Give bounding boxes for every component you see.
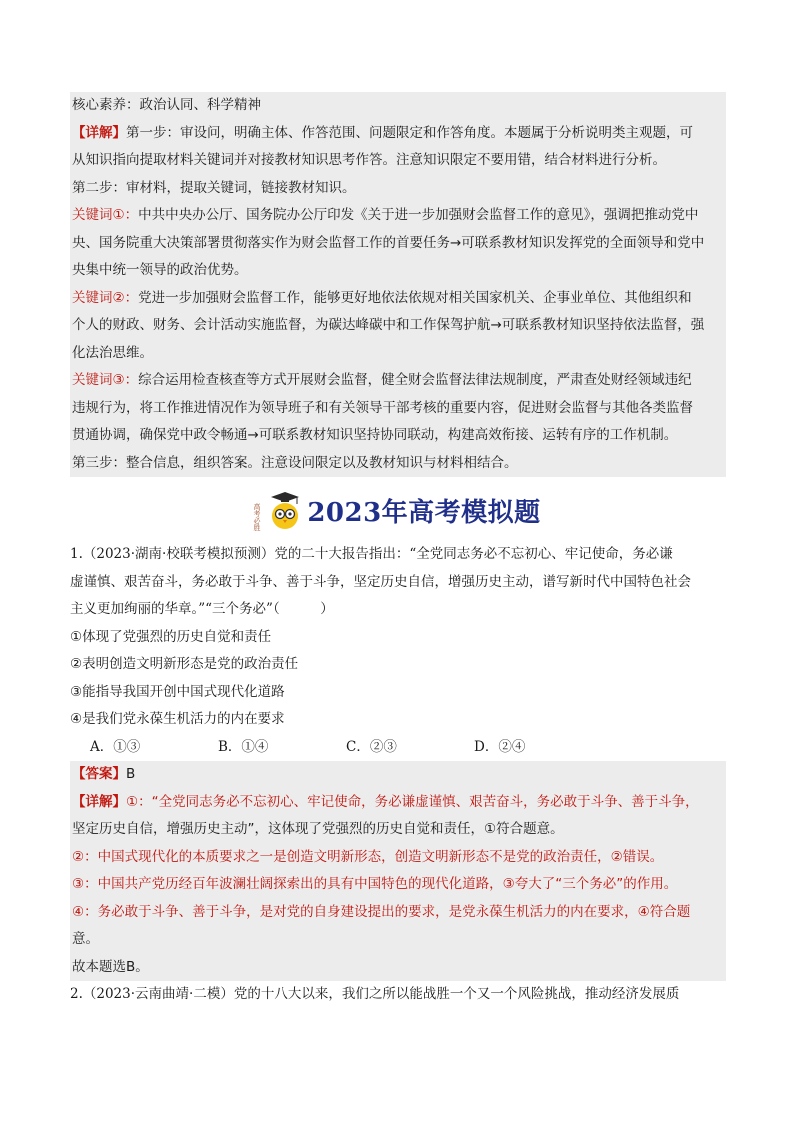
step1-line2: 从知识指向提取材料关键词并对接教材知识思考作答。注意知识限定不要用错，结合材料进行分析。 (72, 152, 666, 168)
keyword3-tag: 关键词③： (72, 372, 139, 388)
q1-detail-1b: 坚定历史自信，增强历史主动”，这体现了党强烈的历史自觉和责任，①符合题意。 (72, 821, 564, 837)
answer-value: B (126, 766, 136, 782)
q1-statement-4: ④是我们党永葆生机活力的内在要求 (70, 711, 285, 727)
keyword3-line1: 关键词③：综合运用检查核查等方式开展财会监督，健全财会监督法律法规制度，严肃查处财经领域违纪 (72, 372, 692, 388)
keyword2-tag: 关键词②： (72, 289, 139, 306)
keyword1-line3: 央集中统一领导的政治优势。 (72, 262, 248, 278)
q2-stem-line1: 2.（2023·云南曲靖·二模）党的十八大以来，我们之所以能战胜一个又一个风险挑战，推动经济发展质 (70, 986, 680, 1002)
q1-detail-1a: 【详解】①：“全党同志务必不忘初心、牢记使命，务必谦虚谨慎、艰苦奋斗，务必敢于斗争、善于斗争， (72, 793, 699, 810)
detail-tag: 【详解】 (72, 124, 126, 141)
answer-tag: 【答案】 (72, 766, 126, 782)
option-b: B．①④ (218, 738, 269, 755)
section-header (70, 483, 726, 537)
core-literacy: 核心素养：政治认同、科学精神 (72, 97, 261, 113)
q1-detail-4a: ④：务必敢于斗争、善于斗争，是对党的自身建设提出的要求，是党永葆生机活力的内在要求，④符合题 (72, 903, 691, 920)
keyword2-line3: 化法治思维。 (72, 344, 153, 361)
q1-detail-3: ③：中国共产党历经百年波澜壮阔探索出的具有中国特色的现代化道路，③夸大了“三个务必”的作用。 (72, 876, 678, 892)
section-title: 2023年高考模拟题 (307, 497, 541, 528)
question-1 (70, 541, 726, 981)
q1-conclusion: 故本题选B。 (72, 958, 149, 975)
question-2 (70, 981, 726, 1009)
q1-stem-line3: 主义更加绚丽的华章。”“三个务必”（ ） (70, 601, 334, 617)
keyword1-line2: 央、国务院重大决策部署贯彻落实作为财会监督工作的首要任务→可联系教材知识发挥党的全面领导和党中 (72, 234, 705, 251)
step2: 第二步：审材料，提取关键词，链接教材知识。 (72, 179, 356, 196)
keyword1-line1: 关键词①：中共中央办公厅、国务院办公厅印发《关于进一步加强财会监督工作的意见》，强调把推动党中 (72, 207, 699, 223)
q1-stem-line1: 1.（2023·湖南·校联考模拟预测）党的二十大报告指出：“全党同志务必不忘初心、牢记使命，务必谦 (70, 546, 673, 562)
keyword2-line1: 关键词②：党进一步加强财会监督工作，能够更好地依法依规对相关国家机关、企事业单位、其他组织和 (72, 289, 692, 306)
detail-tag: 【详解】 (72, 793, 126, 810)
step1-line1: 【详解】第一步：审设问，明确主体、作答范围、问题限定和作答角度。本题属于分析说明类主观题，可 (72, 124, 693, 141)
q1-options (70, 734, 726, 762)
q1-detail-4b: 意。 (72, 931, 99, 947)
q1-stem-line2: 虚谨慎、艰苦奋斗，务必敢于斗争、善于斗争，坚定历史自信，增强历史主动，谱写新时代中国特色社会 (70, 573, 691, 590)
q1-statement-3: ③能指导我国开创中国式现代化道路 (70, 683, 285, 700)
keyword2-line2: 个人的财政、财务、会计活动实施监督，为碳达峰碳中和工作保驾护航→可联系教材知识坚持依法监督，强 (72, 317, 705, 333)
q1-statement-2: ②表明创造文明新形态是党的政治责任 (70, 656, 299, 672)
q1-statement-1: ①体现了党强烈的历史自觉和责任 (70, 628, 272, 645)
step3: 第三步：整合信息，组织答案。注意设问限定以及教材知识与材料相结合。 (72, 454, 518, 471)
analysis-block (70, 92, 726, 477)
document-page (70, 92, 726, 1009)
logo-text: 高考必胜 (253, 503, 262, 531)
option-c: C．②③ (346, 738, 397, 755)
owl-logo-icon (255, 489, 303, 531)
q1-detail-2: ②：中国式现代化的本质要求之一是创造文明新形态，创造文明新形态不是党的政治责任，②错误。 (72, 848, 664, 865)
keyword1-tag: 关键词①： (72, 207, 139, 223)
q1-answer (72, 761, 724, 789)
option-d: D．②④ (474, 738, 526, 755)
option-a: A．①③ (90, 738, 141, 755)
keyword3-line2: 违规行为，将工作推进情况作为领导班子和有关领导干部考核的重要内容，促进财会监督与其他各类监督 (72, 399, 693, 416)
keyword3-line3: 贯通协调，确保党中政令畅通→可联系教材知识坚持协同联动，构建高效衔接、运转有序的工作机制。 (72, 427, 678, 443)
q1-answer-block (70, 761, 726, 981)
